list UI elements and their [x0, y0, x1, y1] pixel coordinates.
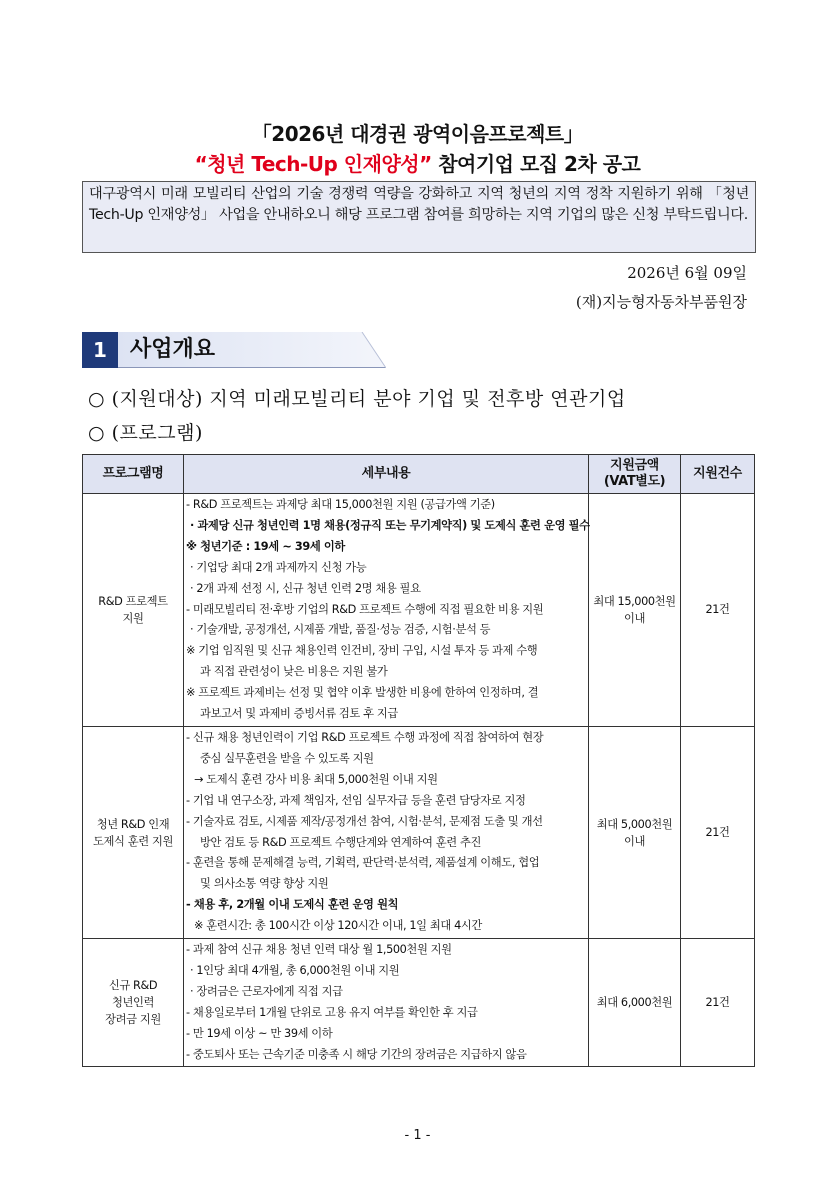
amount-line: 최대 6,000천원	[596, 996, 673, 1010]
detail-line: · 기술개발, 공정개선, 시제품 개발, 품질·성능 검증, 시험·분석 등	[190, 623, 491, 637]
program-table	[82, 454, 755, 1067]
detail-line: · 과제당 신규 청년인력 1명 채용(정규직 또는 무기계약직) 및 도제식 훈련 운영 필수	[190, 518, 590, 532]
document-subtitle	[0, 148, 835, 177]
detail-cell	[184, 494, 589, 727]
detail-line: - 채용 후, 2개월 이내 도제식 훈련 운영 원칙	[186, 898, 399, 912]
program-name-line: 신규 R&D	[108, 979, 158, 993]
detail-line: 방안 검토 등 R&D 프로젝트 수행단계와 연계하여 훈련 추진	[200, 835, 481, 849]
detail-line: 과 직접 관련성이 낮은 비용은 지원 불가	[200, 665, 388, 679]
program-name-cell	[83, 726, 184, 938]
detail-line: - 기업 내 연구소장, 과제 책임자, 선임 실무자급 등을 훈련 담당자로 지정	[186, 793, 526, 807]
count-cell: 21건	[681, 494, 755, 727]
section-title: 사업개요	[130, 337, 216, 362]
document-title: 「2026년 대경권 광역이음프로젝트」	[251, 122, 584, 146]
detail-line: 과보고서 및 과제비 증빙서류 검토 후 지급	[200, 707, 398, 721]
program-name-line: 도제식 훈련 지원	[93, 834, 173, 848]
program-name-line: 지원	[122, 611, 144, 625]
subtitle-highlight: “청년 Tech-Up 인재양성”	[194, 152, 432, 176]
subtitle-rest: 참여기업 모집 2차 공고	[431, 152, 641, 176]
section-number: 1	[82, 332, 118, 368]
detail-line: - 채용일로부터 1개월 단위로 고용 유지 여부를 확인한 후 지급	[186, 1005, 478, 1019]
detail-line: 및 의사소통 역량 향상 지원	[200, 877, 329, 891]
intro-box: 대구광역시 미래 모빌리티 산업의 기술 경쟁력 역량을 강화하고 지역 청년의 지역 정착 지원하기 위해 「청년 Tech-Up 인재양성」 사업을 안내하오니 해당 프로그램 참여를 희망하는 지역 기업의 많은 신청 부탁드립니다.	[82, 181, 756, 253]
table-header-row	[83, 455, 755, 494]
detail-line: · 기업당 최대 2개 과제까지 신청 가능	[190, 560, 367, 574]
program-name-cell	[83, 494, 184, 727]
program-name-line: R&D 프로젝트	[98, 594, 168, 608]
detail-line: · 2개 과제 선정 시, 신규 청년 인력 2명 채용 필요	[190, 581, 421, 595]
page-number: - 1 -	[404, 1128, 431, 1143]
detail-line: - 중도퇴사 또는 근속기준 미충족 시 해당 기간의 장려금은 지급하지 않음	[186, 1047, 527, 1061]
detail-line: · 1인당 최대 4개월, 총 6,000천원 이내 지원	[190, 963, 400, 977]
detail-line: - R&D 프로젝트는 과제당 최대 15,000천원 지원 (공급가액 기준)	[186, 498, 495, 511]
detail-line: → 도제식 훈련 강사 비용 최대 5,000천원 이내 지원	[194, 772, 438, 786]
header-program-name: 프로그램명	[83, 455, 184, 494]
detail-line: - 미래모빌리티 전·후방 기업의 R&D 프로젝트 수행에 직접 필요한 비용 지원	[186, 602, 544, 616]
amount-line: 최대 15,000천원	[593, 594, 676, 608]
detail-line: - 신규 채용 청년인력이 기업 R&D 프로젝트 수행 과정에 직접 참여하여 현장	[186, 730, 544, 744]
issuing-organization: (재)지능형자동차부품원장	[575, 293, 747, 311]
header-count: 지원건수	[681, 455, 755, 494]
detail-cell	[184, 939, 589, 1067]
amount-cell	[589, 726, 681, 938]
amount-cell	[589, 939, 681, 1067]
program-name-cell	[83, 939, 184, 1067]
program-name-line: 청년 R&D 인재	[96, 817, 170, 831]
table-row	[83, 494, 755, 727]
table-row	[83, 726, 755, 938]
notice-date: 2026년 6월 09일	[627, 264, 747, 282]
program-name-line: 장려금 지원	[105, 1013, 161, 1027]
detail-line: · 장려금은 근로자에게 직접 지급	[190, 984, 343, 998]
amount-line: 이내	[623, 611, 646, 625]
count-cell: 21건	[681, 939, 755, 1067]
detail-line: ※ 프로젝트 과제비는 선정 및 협약 이후 발생한 비용에 한하여 인정하며, 결	[186, 686, 539, 700]
detail-line: - 과제 참여 신규 채용 청년 인력 대상 월 1,500천원 지원	[186, 943, 452, 957]
table-row	[83, 939, 755, 1067]
detail-line: ※ 기업 임직원 및 신규 채용인력 인건비, 장비 구입, 시설 투자 등 과제 수행	[186, 644, 538, 658]
count-cell: 21건	[681, 726, 755, 938]
detail-line: ※ 청년기준 : 19세 ~ 39세 이하	[186, 539, 345, 553]
amount-line: 이내	[623, 834, 646, 848]
detail-line: - 만 19세 이상 ~ 만 39세 이하	[186, 1026, 333, 1040]
program-name-line: 청년인력	[111, 996, 155, 1010]
amount-cell	[589, 494, 681, 727]
detail-line: 중심 실무훈련을 받을 수 있도록 지원	[200, 751, 374, 765]
header-detail: 세부내용	[184, 455, 589, 494]
detail-line: - 훈련을 통해 문제해결 능력, 기획력, 판단력·분석력, 제품설계 이해도, 협업	[186, 856, 540, 870]
detail-line: ※ 훈련시간: 총 100시간 이상 120시간 이내, 1일 최대 4시간	[194, 919, 482, 933]
detail-line: - 기술자료 검토, 시제품 제작/공정개선 참여, 시험·분석, 문제점 도출 및 개선	[186, 814, 543, 828]
header-amount-line2: (VAT별도)	[603, 474, 666, 489]
target-bullet: ○ (지원대상) 지역 미래모빌리티 분야 기업 및 전후방 연관기업	[88, 388, 626, 410]
program-bullet: ○ (프로그램)	[88, 422, 203, 444]
header-amount-line1: 지원금액	[610, 458, 659, 473]
header-amount	[589, 455, 681, 494]
detail-cell	[184, 726, 589, 938]
amount-line: 최대 5,000천원	[596, 817, 673, 831]
